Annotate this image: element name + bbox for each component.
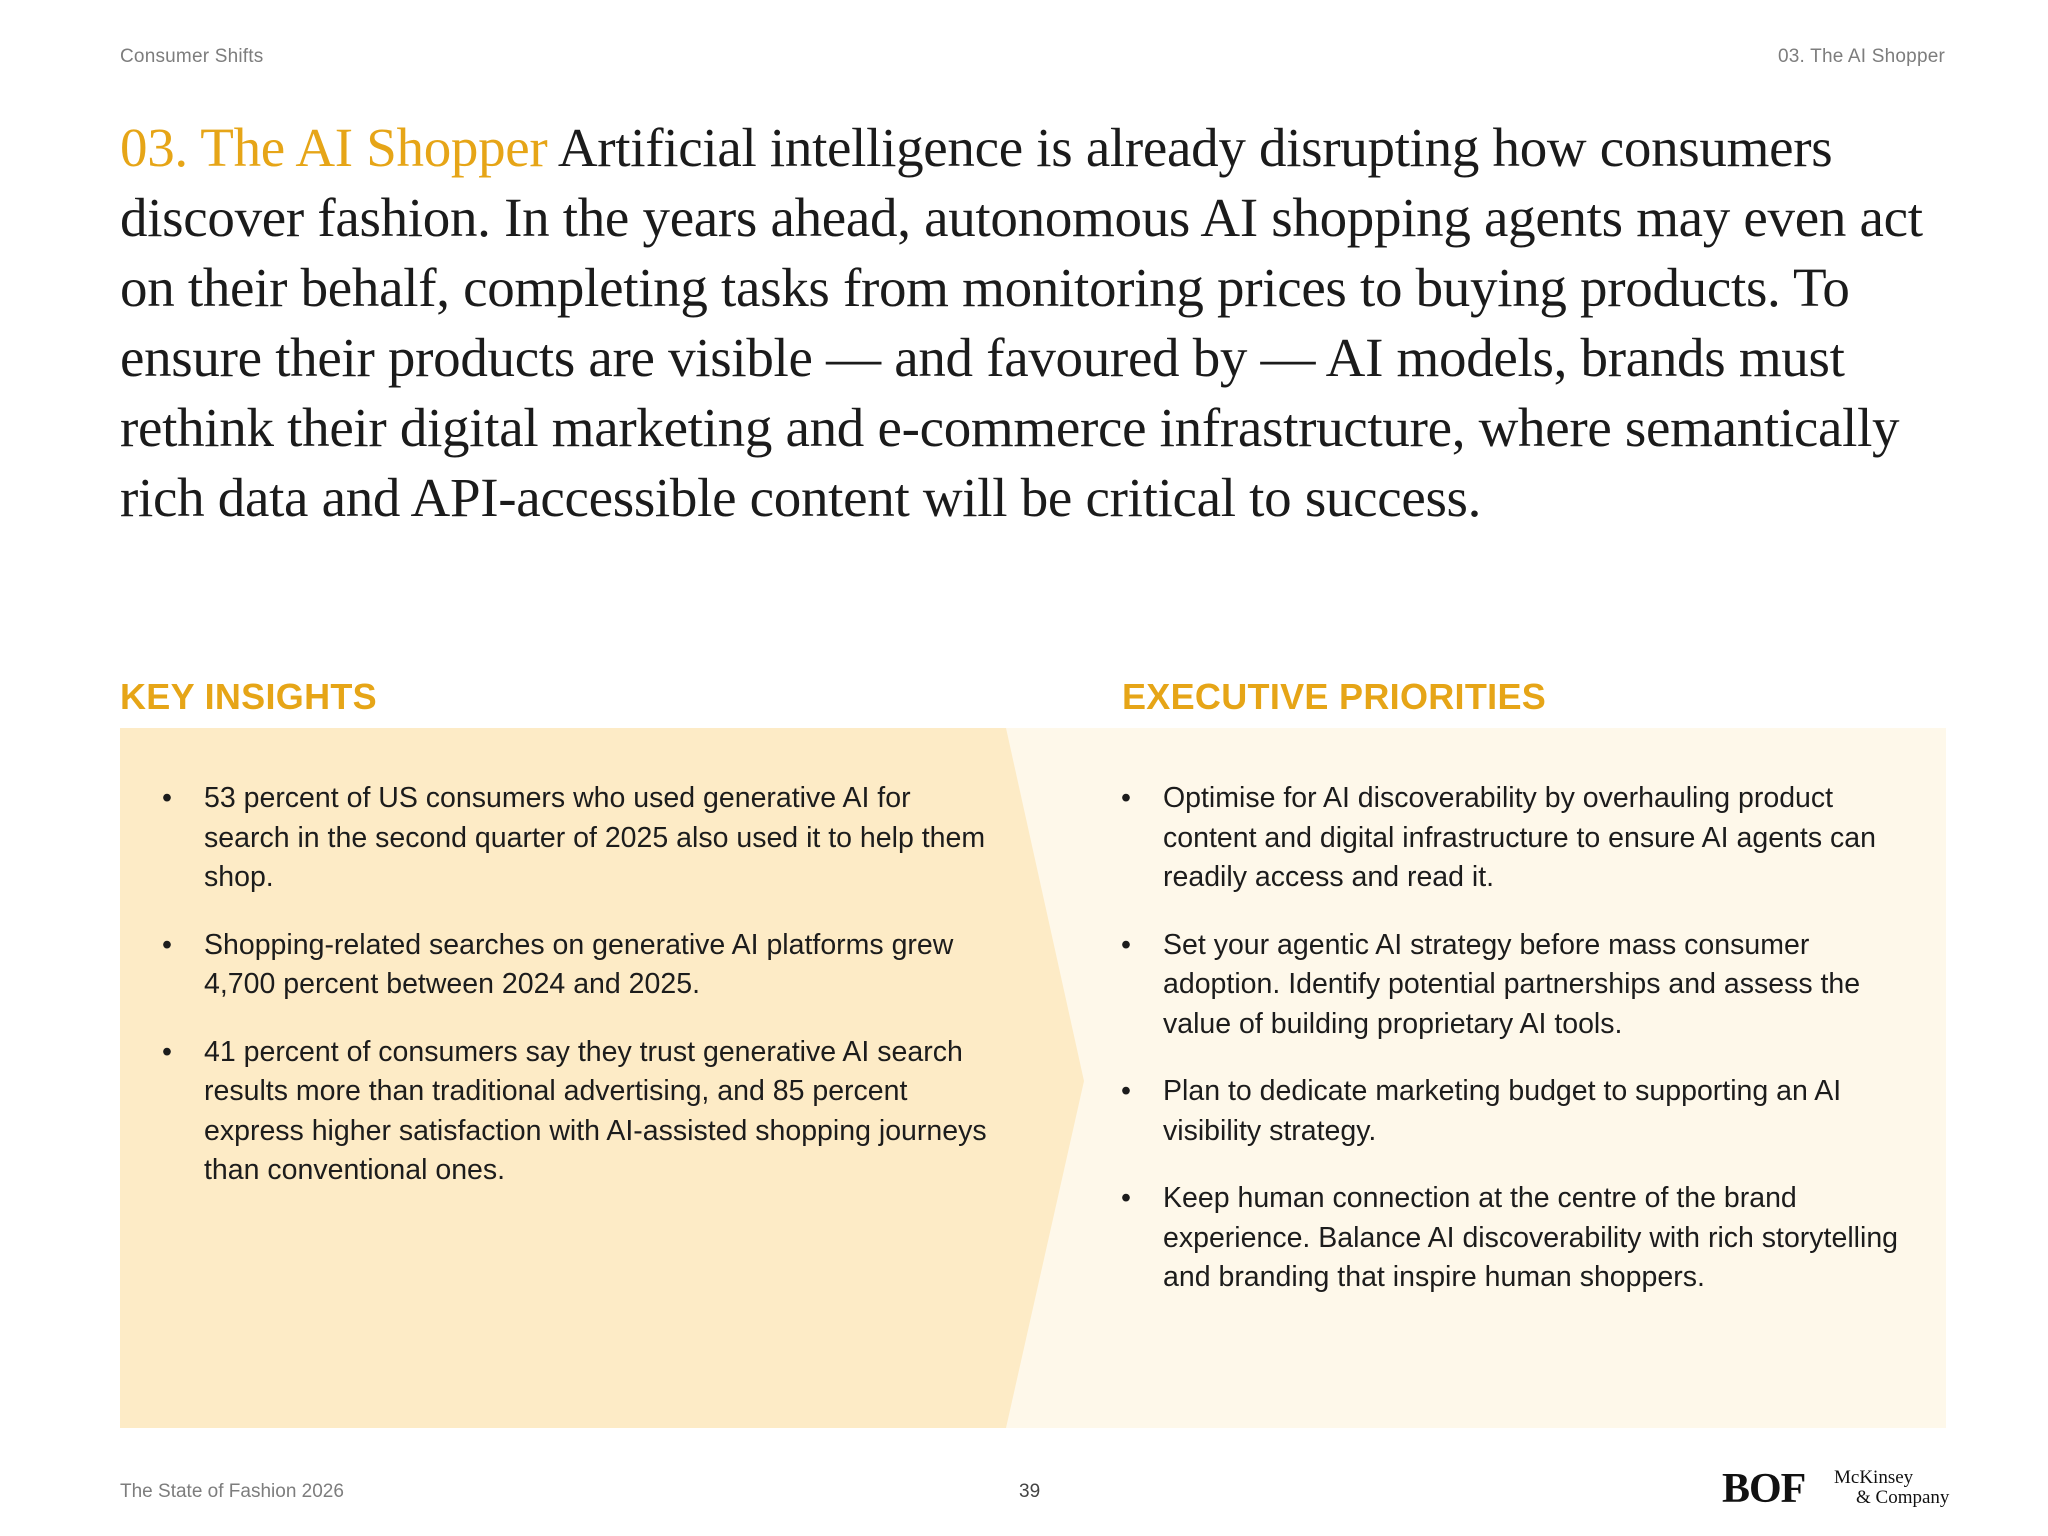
- running-head-chapter: 03. The AI Shopper: [1778, 46, 1945, 67]
- bullet-icon: •: [1121, 928, 1131, 961]
- list-item: [1079, 1179, 1919, 1298]
- lede-paragraph: [120, 113, 1950, 533]
- bullet-icon: •: [1121, 1182, 1131, 1214]
- bullet-icon: •: [1121, 1075, 1131, 1107]
- bullet-icon: •: [1121, 782, 1131, 814]
- bullet-icon: •: [162, 928, 172, 961]
- list-item-text: Keep human connection at the centre of the brand experience. Balance AI discoverability with rich storytelling and branding that inspire human shoppers.: [1163, 1182, 1899, 1293]
- list-item: [120, 779, 1000, 898]
- list-item: [120, 1033, 1000, 1191]
- list-item: [1079, 926, 1919, 1045]
- list-item: [120, 926, 1000, 1005]
- list-item: [1079, 779, 1919, 898]
- key-insights-list: [120, 779, 1000, 1219]
- list-item-text: Optimise for AI discoverability by overhauling product content and digital infrastructure to ensure AI agents can readily access and read it.: [1163, 782, 1876, 893]
- key-insights-heading: KEY INSIGHTS: [120, 676, 377, 717]
- mckinsey-logo-line2: & Company: [1856, 1487, 1950, 1508]
- bof-logo: BOF: [1722, 1466, 1806, 1512]
- page-number: 39: [1019, 1481, 1041, 1502]
- list-item-text: 53 percent of US consumers who used generative AI for search in the second quarter of 2025 also used it to help them shop.: [204, 782, 986, 893]
- bullet-icon: •: [162, 1035, 172, 1068]
- list-item-text: Shopping-related searches on generative AI platforms grew 4,700 percent between 2024 and 2025.: [204, 928, 954, 1000]
- lede-text: Artificial intelligence is already disrupting how consumers discover fashion. In the years ahead, autonomous AI shopping agents may even act on their behalf, completing tasks from monitoring prices to buying products. To ensure their products are visible — and favoured by — AI models, brands must rethink their digital marketing and e-commerce infrastructure, where semantically rich data and API-accessible content will be critical to success.: [120, 117, 1923, 528]
- executive-priorities-list: [1079, 779, 1919, 1326]
- publication-title: The State of Fashion 2026: [120, 1481, 344, 1502]
- mckinsey-logo-line1: McKinsey: [1834, 1467, 1914, 1488]
- executive-priorities-heading: EXECUTIVE PRIORITIES: [1122, 676, 1547, 717]
- list-item-text: Set your agentic AI strategy before mass consumer adoption. Identify potential partnerships and assess the value of building proprietary AI tools.: [1163, 928, 1861, 1040]
- list-item-text: Plan to dedicate marketing budget to supporting an AI visibility strategy.: [1163, 1075, 1842, 1147]
- mckinsey-logo: [1834, 1468, 1949, 1508]
- running-head-section: Consumer Shifts: [120, 46, 264, 67]
- bullet-icon: •: [162, 782, 172, 814]
- list-item-text: 41 percent of consumers say they trust generative AI search results more than traditional advertising, and 85 percent express higher satisfaction with AI-assisted shopping journeys than conventional ones.: [204, 1035, 987, 1186]
- chapter-title: 03. The AI Shopper: [120, 117, 548, 178]
- list-item: [1079, 1072, 1919, 1151]
